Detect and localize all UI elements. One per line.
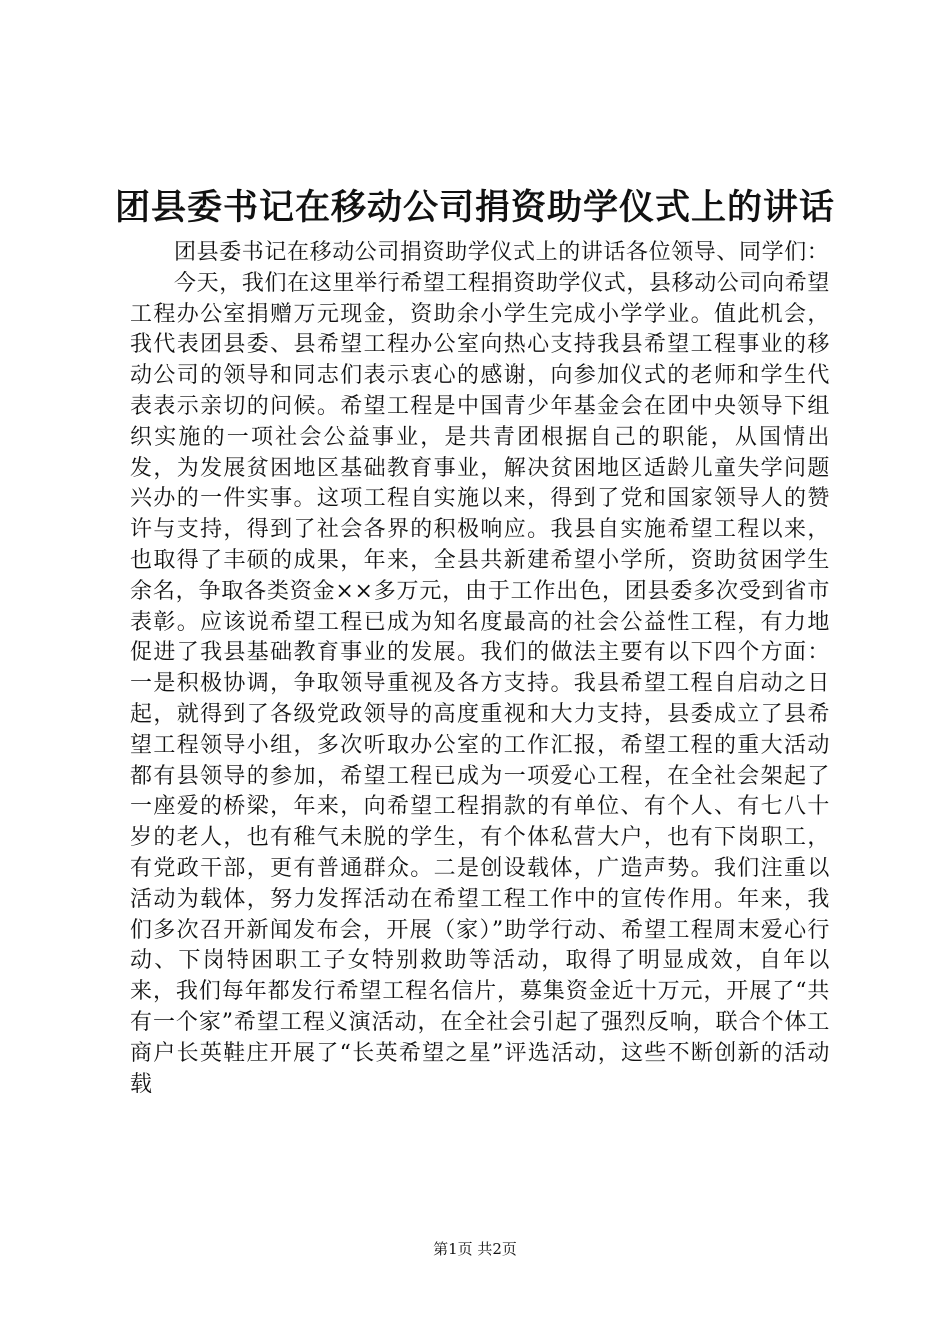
document-title: 团县委书记在移动公司捐资助学仪式上的讲话	[114, 187, 835, 228]
document-body	[130, 238, 830, 1100]
paragraph-main: 今天，我们在这里举行希望工程捐资助学仪式，县移动公司向希望工程办公室捐赠万元现金，资助余小学生完成小学学业。值此机会，我代表团县委、县希望工程办公室向热心支持我县希望工程事业的移动公司的领导和同志们表示衷心的感谢，向参加仪式的老师和学生代表表示亲切的问候。希望工程是中国青少年基金会在团中央领导下组织实施的一项社会公益事业，是共青团根据自己的职能，从国情出发，为发展贫困地区基础教育事业，解决贫困地区适龄儿童失学问题兴办的一件实事。这项工程自实施以来，得到了党和国家领导人的赞许与支持，得到了社会各界的积极响应。我县自实施希望工程以来，也取得了丰硕的成果，年来，全县共新建希望小学所，资助贫困学生余名，争取各类资金××多万元，由于工作出色，团县委多次受到省市表彰。应该说希望工程已成为知名度最高的社会公益性工程，有力地促进了我县基础教育事业的发展。我们的做法主要有以下四个方面：一是积极协调，争取领导重视及各方支持。我县希望工程自启动之日起，就得到了各级党政领导的高度重视和大力支持，县委成立了县希望工程领导小组，多次听取办公室的工作汇报，希望工程的重大活动都有县领导的参加，希望工程已成为一项爱心工程，在全社会架起了一座爱的桥梁，年来，向希望工程捐款的有单位、有个人、有七八十岁的老人，也有稚气未脱的学生，有个体私营大户，也有下岗职工，有党政干部，更有普通群众。二是创设载体，广造声势。我们注重以活动为载体，努力发挥活动在希望工程工作中的宣传作用。年来，我们多次召开新闻发布会，开展（家）”助学行动、希望工程周末爱心行动、下岗特困职工子女特别救助等活动，取得了明显成效，自年以来，我们每年都发行希望工程名信片，募集资金近十万元，开展了“共有一个家”希望工程义演活动，在全社会引起了强烈反响，联合个体工商户长英鞋庄开展了“长英希望之星”评选活动，这些不断创新的活动载	[130, 270, 830, 1097]
paragraph-greeting: 团县委书记在移动公司捐资助学仪式上的讲话各位领导、同学们：	[174, 240, 830, 265]
page-number-footer: 第1页 共2页	[433, 1240, 517, 1258]
